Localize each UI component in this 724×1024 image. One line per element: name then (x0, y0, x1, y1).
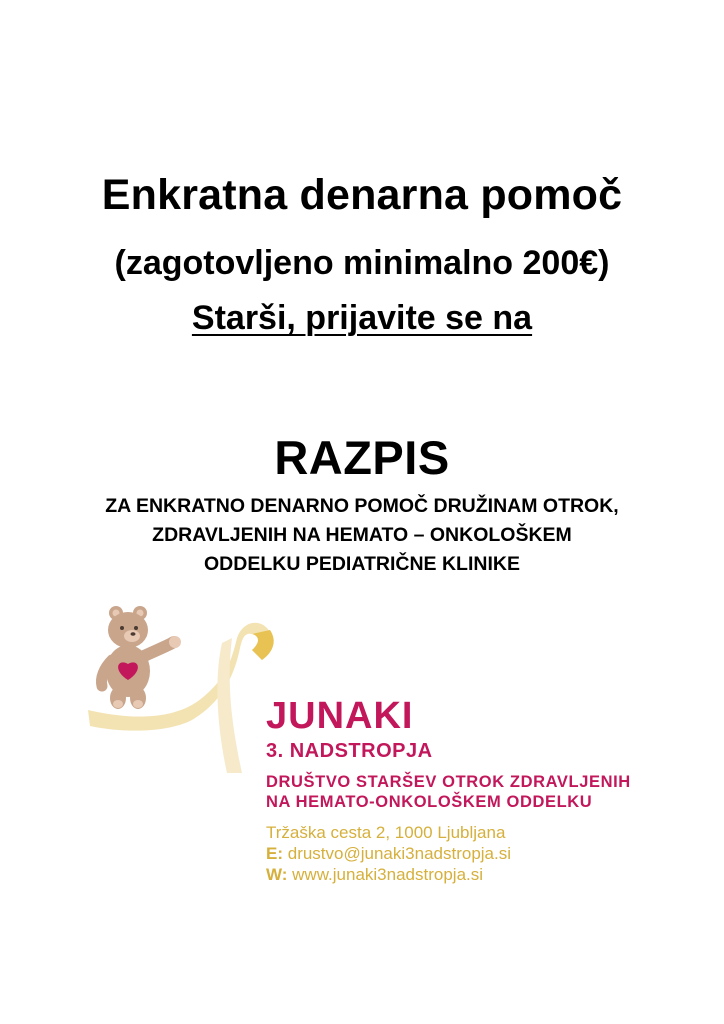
razpis-title: RAZPIS (274, 431, 450, 484)
headline-title: Enkratna denarna pomoč (101, 171, 623, 219)
web-row (266, 864, 511, 885)
email-link[interactable]: drustvo@junaki3nadstropja.si (287, 844, 512, 863)
organization-description-line: DRUŠTVO STARŠEV OTROK ZDRAVLJENIH (266, 773, 631, 791)
organization-description (266, 772, 631, 812)
organization-description-line: NA HEMATO-ONKOLOŠKEM ODDELKU (266, 793, 593, 811)
address: Tržaška cesta 2, 1000 Ljubljana (266, 823, 506, 842)
teddy-bear-icon (101, 606, 181, 709)
logo-art (82, 598, 292, 778)
contact-block (266, 822, 511, 885)
headline-amount: (zagotovljeno minimalno 200€) (114, 244, 610, 282)
razpis-description (0, 492, 724, 579)
email-row (266, 843, 511, 864)
razpis-line: ODDELKU PEDIATRIČNE KLINIKE (204, 553, 520, 575)
headline-call-to-action: Starši, prijavite se na (191, 299, 533, 337)
logo-subname: 3. NADSTROPJA (266, 740, 433, 762)
web-link[interactable]: www.junaki3nadstropja.si (292, 865, 484, 884)
razpis-line: ZA ENKRATNO DENARNO POMOČ DRUŽINAM OTROK, (105, 495, 619, 517)
email-label: E: (266, 844, 283, 863)
web-label: W: (266, 865, 288, 884)
logo-name: JUNAKI (266, 695, 414, 737)
razpis-line: ZDRAVLJENIH NA HEMATO – ONKOLOŠKEM (152, 524, 572, 546)
